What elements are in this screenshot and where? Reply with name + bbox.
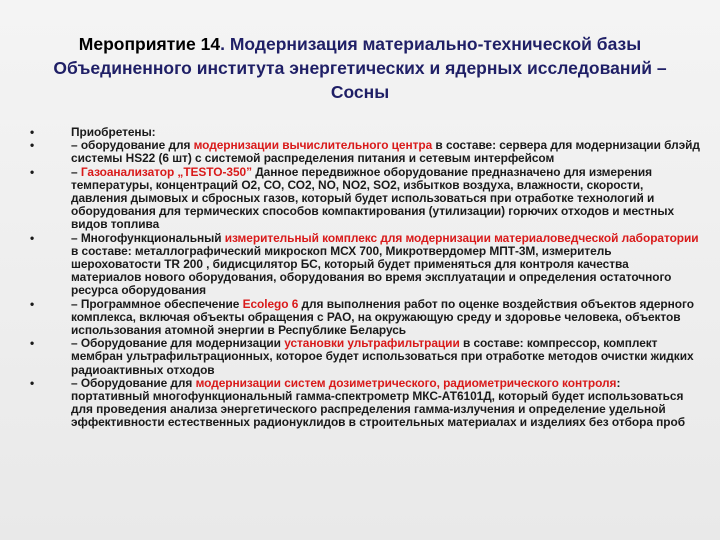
text-segment: – Программное обеспечение — [71, 296, 243, 311]
text-segment: – Многофункциональный — [71, 230, 225, 245]
text-segment: : портативный многофункциональный гамма-спектрометр МКС-АТ6101Д, который будет использоваться для проведения анализа энергетического распределения гамма-излучения и определение удельной эффективности естественных радионуклидов в строительных материалах и изделиях без отбора проб — [71, 375, 685, 430]
list-item — [30, 139, 700, 165]
bullet-icon: • — [30, 336, 35, 351]
highlighted-text: установки ультрафильтрации — [284, 336, 460, 351]
list-item-text — [71, 376, 685, 430]
text-segment: в составе: сервера для модернизации блэйд системы HS22 (6 шт) с системой распределения питания и сетевым интерфейсом — [71, 138, 700, 166]
bullet-icon: • — [30, 296, 35, 311]
text-segment: в составе: металлографический микроскоп МСХ 700, Микротвердомер МПТ-3М, измеритель шероховатости TR 200 , бидисцилятор БС, который будет применяться для контроля качества материалов нового оборудования, оборудования во время эксплуатации и определения остаточного ресурса оборудования — [71, 243, 672, 298]
list-item-text — [71, 336, 694, 376]
bullet-icon: • — [30, 138, 35, 153]
text-segment: в составе: компрессор, комплект мембран ультрафильтрационных, которое будет использоваться при отработке методов очистки жидких радиоактивных отходов — [71, 336, 694, 377]
list-item-text — [71, 125, 156, 139]
highlighted-text: Газоанализатор „TESTO-350” — [80, 164, 252, 179]
highlighted-text: измерительный комплекс для модернизации материаловедческой лаборатории — [224, 230, 699, 245]
bullet-icon: • — [30, 164, 35, 179]
bullet-icon: • — [30, 230, 35, 245]
list-item-text — [71, 138, 700, 165]
text-segment: Приобретены: — [71, 125, 156, 139]
text-segment: – Оборудование для модернизации — [71, 336, 285, 351]
list-item — [30, 337, 700, 377]
slide-title — [50, 32, 670, 104]
text-segment: Данное передвижное оборудование предназначено для измерения температуры, концентраций О2, СО, СО2, NO, NO2, SO2, избытков воздуха, влажности, скорости, давления дымовых и сбросных газов, который будет использоваться при отработке технологий и оборудования для термических способов компактирования (утилизации) горючих отходов и местных видов топлива — [71, 164, 675, 232]
highlighted-text: модернизации систем дозиметрического, радиометрического контроля — [195, 375, 617, 390]
highlighted-text: модернизации вычислительного центра — [193, 138, 433, 153]
content-list — [30, 126, 700, 430]
text-segment: – оборудование для — [71, 138, 194, 153]
text-segment: для выполнения работ по оценке воздействия объектов ядерного комплекса, включая объекты обращения с РАО, на окружающую среду и здоровье человека, объектов использования атомной энергии в Республике Беларусь — [71, 296, 694, 338]
list-item — [30, 377, 700, 430]
list-item — [30, 298, 700, 338]
text-segment: – Оборудование для — [71, 375, 196, 390]
bullet-icon: • — [30, 375, 35, 390]
list-item — [30, 232, 700, 298]
text-segment: – — [71, 164, 81, 179]
bullet-icon: • — [30, 125, 35, 139]
list-item-text — [71, 231, 699, 298]
title-measure-number: Мероприятие 14 — [78, 34, 221, 54]
list-item — [30, 166, 700, 232]
list-item-text — [71, 297, 694, 337]
list-item-text — [71, 165, 674, 232]
title-measure-text: . Модернизация материально-технической базы Объединенного института энергетических и ядерных исследований – Сосны — [53, 34, 667, 102]
highlighted-text: Ecolego 6 — [242, 296, 299, 311]
